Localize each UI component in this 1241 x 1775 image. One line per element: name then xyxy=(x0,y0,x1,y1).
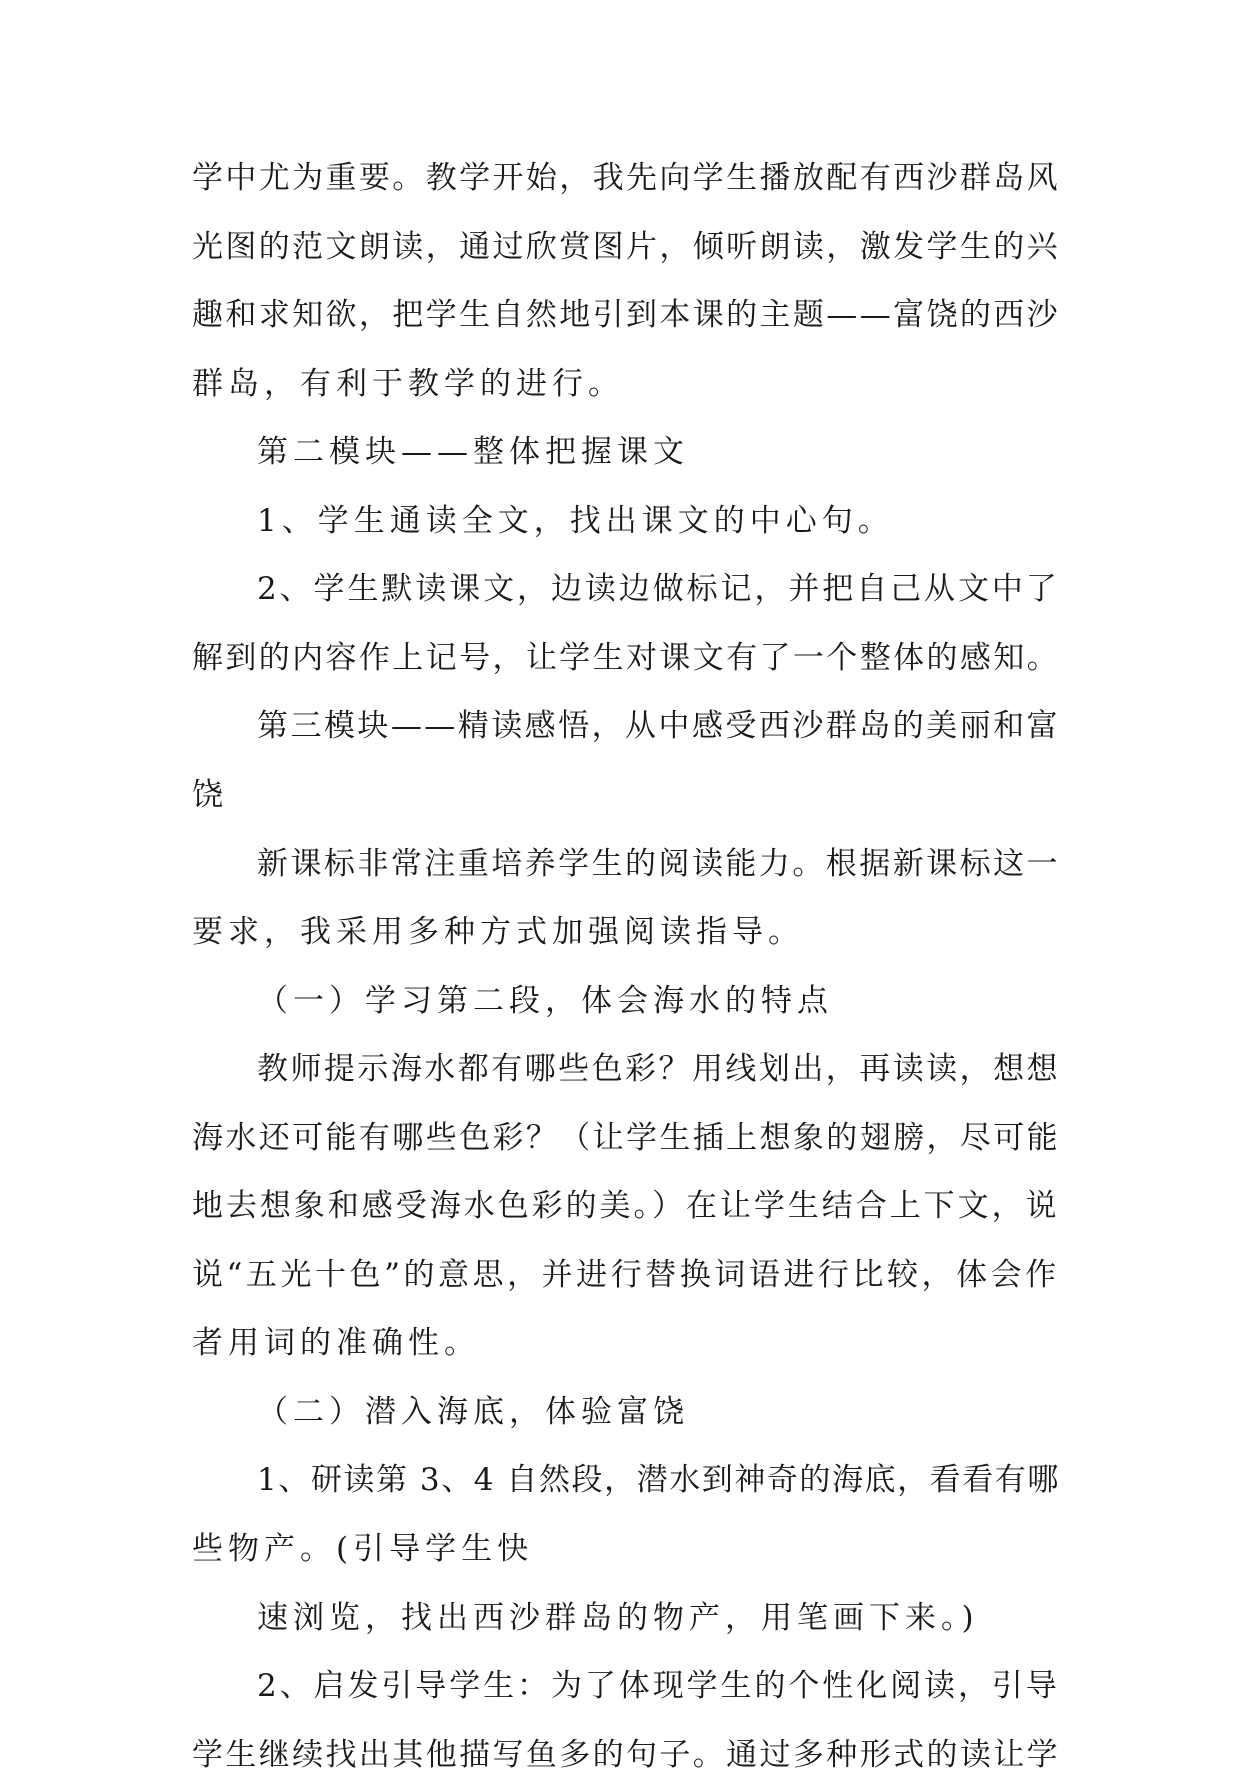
text-line: 说“五光十色”的意思，并进行替换词语进行比较，体会作 xyxy=(192,1257,1060,1293)
text-line: 2、启发引导学生：为了体现学生的个性化阅读，引导 xyxy=(257,1668,1060,1704)
text-line: 光图的范文朗读，通过欣赏图片，倾听朗读，激发学生的兴 xyxy=(192,229,1060,265)
text-line: 1、研读第 3、4 自然段，潜水到神奇的海底，看看有哪 xyxy=(257,1462,1060,1498)
subsection-heading: （一）学习第二段，体会海水的特点 xyxy=(257,983,833,1019)
text-line: 者用词的准确性。 xyxy=(192,1325,480,1361)
text-line: 学中尤为重要。教学开始，我先向学生播放配有西沙群岛风 xyxy=(192,160,1060,196)
text-line: 海水还可能有哪些色彩？（让学生插上想象的翅膀，尽可能 xyxy=(192,1120,1060,1156)
text-line: 新课标非常注重培养学生的阅读能力。根据新课标这一 xyxy=(257,846,1060,882)
subsection-heading: （二）潜入海底，体验富饶 xyxy=(257,1394,689,1430)
text-line: 解到的内容作上记号，让学生对课文有了一个整体的感知。 xyxy=(192,640,1060,676)
text-line: 教师提示海水都有哪些色彩？用线划出，再读读，想想 xyxy=(257,1051,1060,1087)
text-line: 些物产。(引导学生快 xyxy=(192,1531,534,1567)
text-line: 要求，我采用多种方式加强阅读指导。 xyxy=(192,914,804,950)
text-line: 2、学生默读课文，边读边做标记，并把自己从文中了 xyxy=(257,571,1060,607)
text-line: 饶 xyxy=(192,777,228,813)
section-heading: 第三模块——精读感悟，从中感受西沙群岛的美丽和富 xyxy=(257,708,1060,744)
text-line: 1、学生通读全文，找出课文的中心句。 xyxy=(257,503,894,539)
text-line: 学生继续找出其他描写鱼多的句子。通过多种形式的读让学 xyxy=(192,1737,1060,1773)
text-line: 群岛，有利于教学的进行。 xyxy=(192,366,624,402)
text-line: 速浏览，找出西沙群岛的物产，用笔画下来。) xyxy=(257,1600,979,1636)
text-line: 地去想象和感受海水色彩的美。）在让学生结合上下文，说 xyxy=(192,1188,1060,1224)
section-heading: 第二模块——整体把握课文 xyxy=(257,434,689,470)
text-line: 趣和求知欲，把学生自然地引到本课的主题——富饶的西沙 xyxy=(192,297,1060,333)
